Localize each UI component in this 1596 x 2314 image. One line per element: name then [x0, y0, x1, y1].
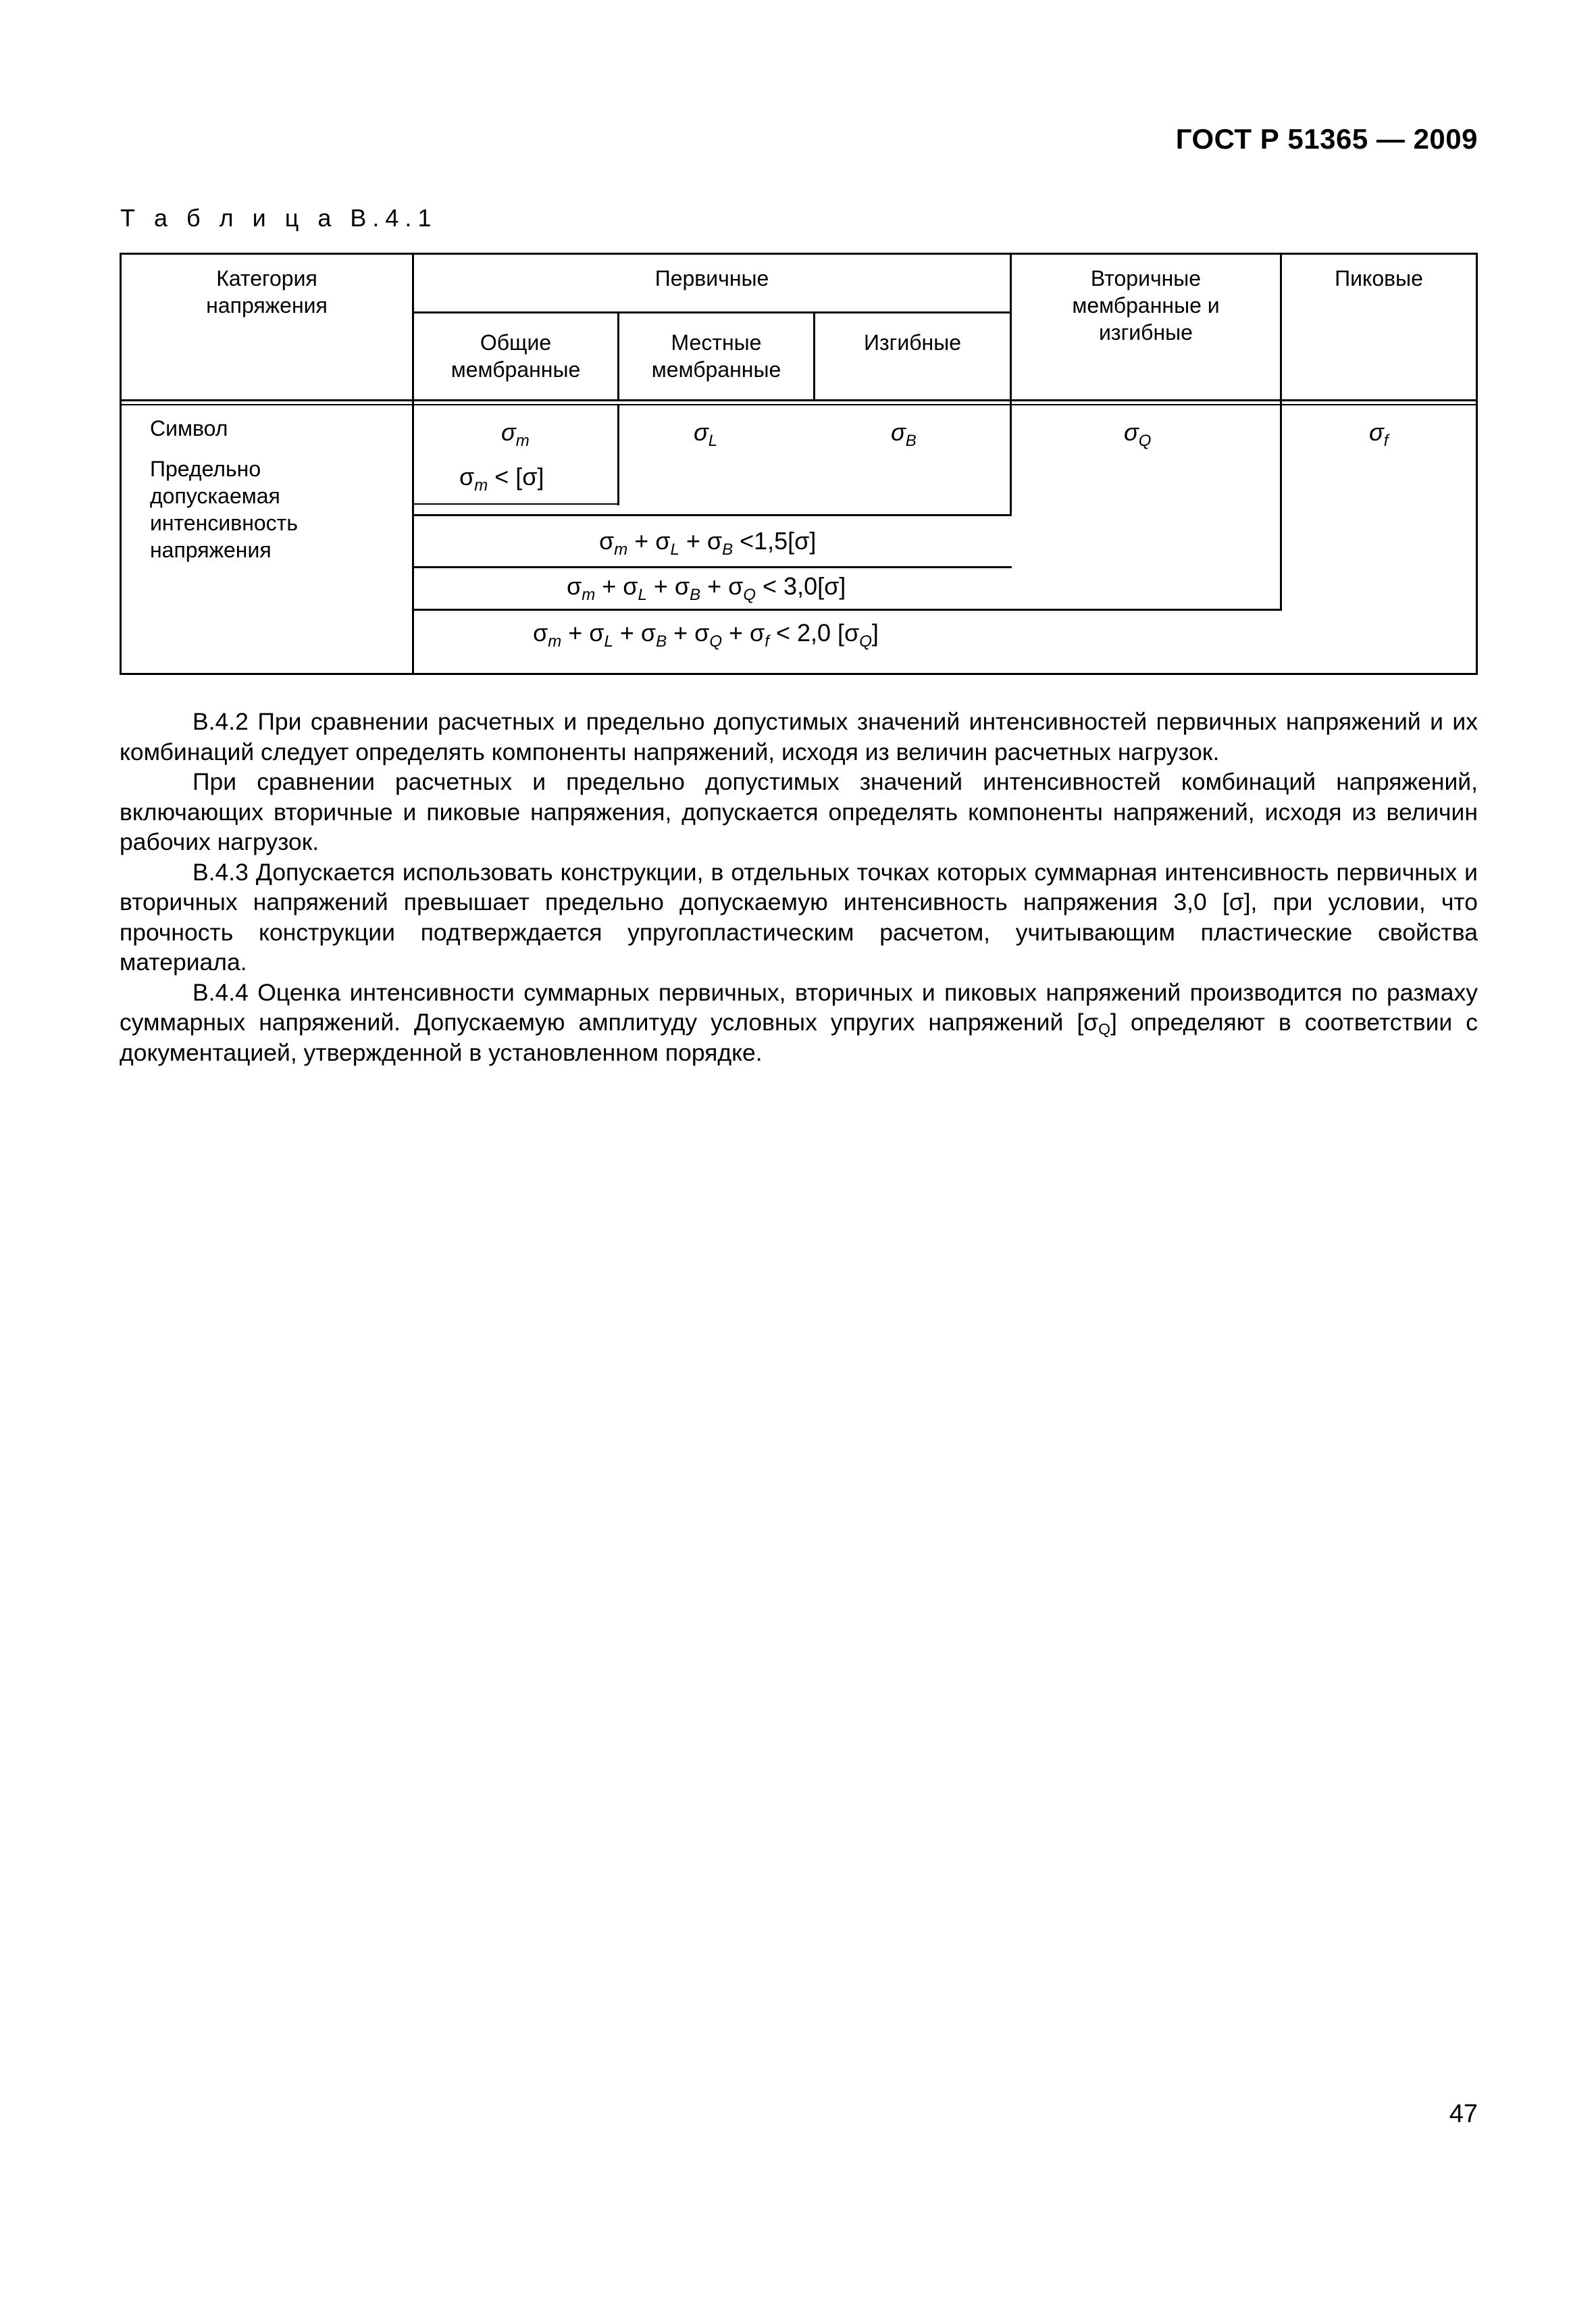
body-line-4 — [412, 609, 1282, 611]
header-primary: Первичные — [654, 266, 769, 291]
header-peak: Пиковые — [1335, 266, 1423, 291]
table-border-right — [1476, 253, 1478, 675]
table-caption: Т а б л и ц а В.4.1 — [120, 204, 438, 232]
divider-category — [412, 253, 414, 675]
primary-subheader-line — [412, 311, 1012, 313]
symbol-sigma-m: $\sigma_m$ — [501, 418, 530, 450]
header-separator — [120, 399, 1478, 401]
table-border-top — [120, 253, 1478, 255]
row-label-allowable: Предельно допускаемая интенсивность напряжения — [150, 457, 298, 562]
body-text — [120, 707, 1478, 1067]
paragraph-b44: В.4.4 Оценка интенсивности суммарных первичных, вторичных и пиковых напряжений производится по размаху суммарных напряжений. Допускаемую амплитуду условных упругих напряжений $[\sigma_Q]$ определяют в соответствии с документацией, утвержденной в установленном порядке. — [120, 978, 1478, 1066]
body-line-2 — [412, 514, 1012, 516]
symbol-sigma-B: $\sigma_B$ — [891, 418, 917, 450]
document-code: ГОСТ Р 51365 — 2009 — [1175, 123, 1478, 155]
header-category: Категория напряжения — [206, 266, 328, 318]
symbol-sigma-f: $\sigma_f$ — [1369, 418, 1389, 450]
body-line-3 — [412, 566, 1012, 568]
limit-primary-secondary: $\sigma_m + \sigma_L + \sigma_B + \sigma_Q < 3,0[\sigma]$ — [567, 572, 846, 604]
page-number: 47 — [1449, 2100, 1478, 2128]
stress-table — [120, 253, 1478, 675]
divider-local-bending — [813, 313, 815, 401]
header-general-membrane: Общие мембранные — [451, 330, 581, 382]
symbol-sigma-Q: $\sigma_Q$ — [1124, 418, 1152, 450]
paragraph-b43: В.4.3 Допускается использовать конструкции, в отдельных точках которых суммарная интенсивность первичных и вторичных напряжений превышает предельно допускаемую интенсивность напряжения 3,0 [σ], при условии, что прочность конструкции подтверждается упругопластическим расчетом, учитывающим пластические свойства материала. — [120, 858, 1478, 976]
divider-secondary-peak — [1280, 253, 1282, 611]
limit-general-membrane: $\sigma_m < [\sigma]$ — [459, 463, 544, 495]
body-line-1 — [412, 503, 619, 505]
header-local-membrane: Местные мембранные — [651, 330, 781, 382]
header-secondary: Вторичные мембранные и изгибные — [1072, 266, 1220, 345]
symbol-sigma-L: $\sigma_L$ — [694, 418, 718, 450]
header-bending: Изгибные — [863, 330, 961, 355]
row-label-symbol: Символ — [150, 416, 228, 441]
limit-peak: $\sigma_m + \sigma_L + \sigma_B + \sigma_Q + \sigma_f < 2,0$ $[\sigma_Q]$ — [533, 619, 879, 651]
paragraph-b42-cont: При сравнении расчетных и предельно допустимых значений интенсивностей комбинаций напряжений, включающих вторичные и пиковые напряжения, допускается определять компоненты напряжений, исходя из величин рабочих нагрузок. — [120, 768, 1478, 855]
table-border-bottom — [120, 673, 1478, 675]
limit-primary-combined: $\sigma_m + \sigma_L + \sigma_B <1,5[\sigma]$ — [599, 527, 817, 559]
divider-general-local-body — [617, 405, 619, 505]
header-separator — [120, 404, 1478, 405]
paragraph-b42: В.4.2 При сравнении расчетных и предельно допустимых значений интенсивностей первичных напряжений и их комбинаций следует определять компоненты напряжений, исходя из величин расчетных нагрузок. — [120, 708, 1478, 765]
